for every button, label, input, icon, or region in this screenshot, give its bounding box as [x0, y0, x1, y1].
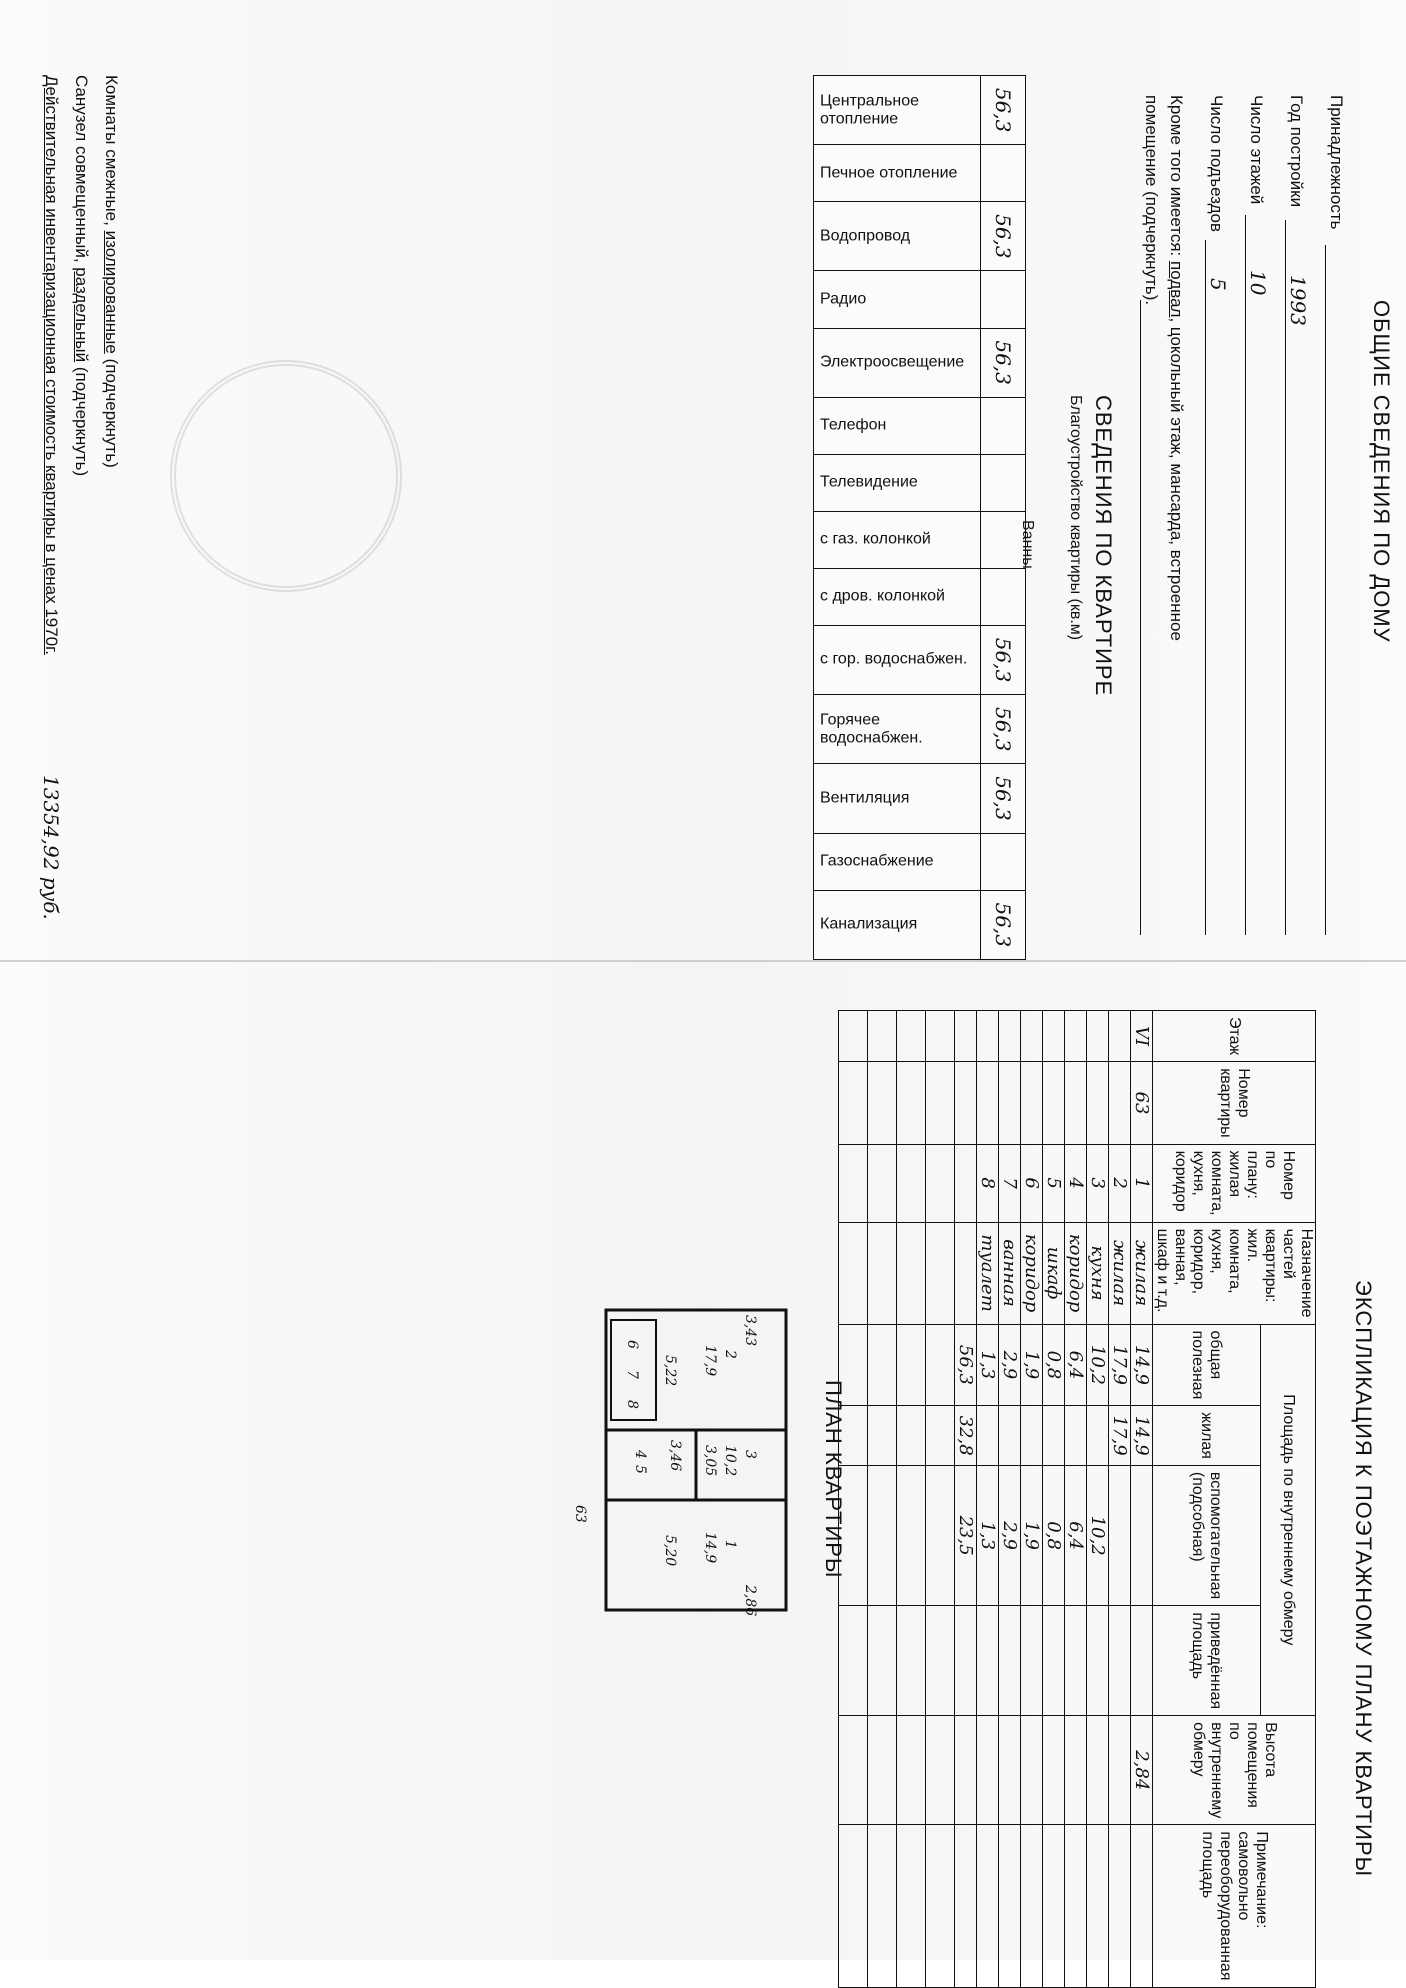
cell-aux: 23,5 — [955, 1465, 977, 1605]
room-6: 6 — [624, 1340, 640, 1349]
cell-purpose: кухня — [1087, 1222, 1109, 1324]
cell-aux: 1,9 — [1021, 1465, 1043, 1605]
cell-total: 10,2 — [1087, 1324, 1109, 1406]
hdr-total: общая полезная — [1153, 1324, 1261, 1406]
cell-living: 14,9 — [1131, 1406, 1153, 1466]
house-title: ОБЩИЕ СВЕДЕНИЯ ПО ДОМУ — [1369, 300, 1394, 643]
hdr-aux: вспомогательная (подсобная) — [1153, 1465, 1261, 1605]
rooms-line — [101, 75, 121, 468]
hdr-area-group: Площадь по внутреннему обмеру — [1260, 1324, 1315, 1716]
cell-total: 17,9 — [1109, 1324, 1131, 1406]
hdr-purpose: Назначение частей квартиры: жил. комната, кухня, коридор, ванная, шкаф и т.д. — [1153, 1222, 1316, 1324]
bottom-sheet — [0, 960, 1406, 1981]
cell-height: 2,84 — [1131, 1716, 1153, 1825]
room-2-no: 2 — [722, 1350, 738, 1359]
room-3-no: 3 — [742, 1450, 758, 1459]
room-5: 5 — [632, 1465, 648, 1474]
cell-no: 6 — [1021, 1144, 1043, 1222]
amen-label: Вентиляция — [814, 764, 981, 833]
cell-total: 0,8 — [1043, 1324, 1065, 1406]
room-8: 8 — [624, 1400, 640, 1409]
room-3-w: 3,05 — [702, 1445, 718, 1477]
amen-value: 56,3 — [981, 202, 1026, 271]
amenities-sheet — [0, 0, 1406, 960]
field-value-floors: 10 — [1246, 270, 1270, 296]
hdr-plan-no: Номер по плану: жилая комната, кухня, коридор — [1153, 1144, 1316, 1222]
cell-no: 2 — [1109, 1144, 1131, 1222]
floor-plan — [546, 1300, 806, 1660]
cost-value: 13354,92 руб. — [39, 775, 63, 920]
cell-no: 5 — [1043, 1144, 1065, 1222]
room-2-w: 5,22 — [662, 1355, 678, 1387]
hdr-living: жилая — [1153, 1406, 1261, 1466]
field-label-floors: Число этажей — [1247, 95, 1266, 205]
cell-aux — [1131, 1465, 1153, 1605]
room-2-h: 3,43 — [742, 1315, 758, 1347]
amen-value: 56,3 — [981, 328, 1026, 397]
bath-post: (подчеркнуть) — [72, 366, 91, 477]
explication-title: ЭКСПЛИКАЦИЯ К ПОЭТАЖНОМУ ПЛАНУ КВАРТИРЫ — [1351, 1280, 1376, 1878]
cell-aux: 6,4 — [1065, 1465, 1087, 1605]
bath-pre: Санузел совмещенный, — [72, 75, 91, 263]
amen-label: Канализация — [814, 890, 981, 959]
ex-row — [999, 1011, 1021, 1988]
ex-header-row — [1260, 1011, 1315, 1988]
amen-value — [981, 145, 1026, 202]
amen-label: Телевидение — [814, 454, 981, 511]
amen-value — [981, 833, 1026, 890]
ex-row — [1065, 1011, 1087, 1988]
cell-total: 1,3 — [977, 1324, 999, 1406]
field-label-entrances: Число подъездов — [1207, 95, 1226, 232]
cell-purpose: туалет — [977, 1222, 999, 1324]
amen-label: Телефон — [814, 397, 981, 454]
cell-purpose: жилая — [1109, 1222, 1131, 1324]
room-2-area: 17,9 — [702, 1345, 718, 1377]
cell-aux: 2,9 — [999, 1465, 1021, 1605]
amen-value — [981, 271, 1026, 328]
cell-no: 7 — [999, 1144, 1021, 1222]
room-1-area: 14,9 — [702, 1532, 718, 1564]
amen-label: Горячее водоснабжен. — [814, 695, 981, 764]
amen-value — [981, 454, 1026, 511]
hdr-floor: Этаж — [1153, 1011, 1316, 1062]
hdr-reduced: приведённая площадь — [1153, 1606, 1261, 1716]
cell-purpose: жилая — [1131, 1222, 1153, 1324]
amen-value — [981, 568, 1026, 625]
apartment-info-title: СВЕДЕНИЯ ПО КВАРТИРЕ — [1091, 395, 1116, 697]
rooms-pre: Комнаты смежные, — [102, 75, 121, 226]
cell-total: 56,3 — [955, 1324, 977, 1406]
ex-row — [1043, 1011, 1065, 1988]
room-3-area: 10,2 — [722, 1445, 738, 1477]
cell-purpose: коридор — [1021, 1222, 1043, 1324]
amen-value: 56,3 — [981, 890, 1026, 959]
cell-no: 8 — [977, 1144, 999, 1222]
ex-row — [1131, 1011, 1153, 1988]
ex-row — [1109, 1011, 1131, 1988]
ex-row — [1021, 1011, 1043, 1988]
cell-total: 6,4 — [1065, 1324, 1087, 1406]
cell-purpose: шкаф — [1043, 1222, 1065, 1324]
amen-label: с дров. колонкой — [814, 568, 981, 625]
amen-label: Электроосвещение — [814, 328, 981, 397]
cell-total: 14,9 — [1131, 1324, 1153, 1406]
amen-label: с газ. колонкой — [814, 511, 981, 568]
amen-value: 56,3 — [981, 764, 1026, 833]
cell-purpose: коридор — [1065, 1222, 1087, 1324]
cell-aux: 10,2 — [1087, 1465, 1109, 1605]
room-1-w: 5,20 — [662, 1535, 678, 1567]
plan-apt-label: 63 — [572, 1505, 588, 1523]
room-7: 7 — [624, 1370, 640, 1379]
cell-total: 1,9 — [1021, 1324, 1043, 1406]
amen-label: с гор. водоснабжен. — [814, 625, 981, 694]
room-4: 4 — [632, 1450, 648, 1459]
ex-row — [1087, 1011, 1109, 1988]
room-1-h: 2,86 — [742, 1585, 758, 1617]
amen-label: Печное отопление — [814, 145, 981, 202]
ex-row — [977, 1011, 999, 1988]
ex-total-row — [955, 1011, 977, 1988]
hdr-note: Примечание: самовольно переоборудованная площадь — [1153, 1825, 1316, 1987]
amen-value: 56,3 — [981, 695, 1026, 764]
cell-apt: 63 — [1131, 1062, 1153, 1144]
rooms-post: (подчеркнуть) — [102, 358, 121, 468]
amenities-subtitle: Благоустройство квартиры (кв.м) — [1067, 395, 1084, 641]
hdr-apt: Номер квартиры — [1153, 1062, 1316, 1144]
extra-line2: помещение (подчеркнуть). — [1142, 95, 1161, 306]
cell-living: 17,9 — [1109, 1406, 1131, 1466]
cost-label: Действительная инвентаризационная стоимость квартиры в ценах 1970г. — [42, 75, 61, 656]
rooms-underlined: изолированные — [102, 230, 121, 354]
field-label-year: Год постройки — [1287, 95, 1306, 208]
amen-headers — [981, 76, 1026, 960]
amen-value: 56,3 — [981, 76, 1026, 145]
room-1-no: 1 — [722, 1540, 738, 1549]
amen-labels — [814, 76, 981, 960]
field-value-entrances: 5 — [1206, 278, 1230, 291]
bath-line — [71, 75, 91, 476]
amen-label: Водопровод — [814, 202, 981, 271]
field-label-ownership: Принадлежность — [1327, 95, 1346, 230]
field-value-year: 1993 — [1286, 275, 1310, 326]
cell-living: 32,8 — [955, 1406, 977, 1466]
amen-label: Центральное отопление — [814, 76, 981, 145]
amen-value — [981, 397, 1026, 454]
extra-underlined: подвал — [1167, 261, 1186, 318]
cell-total: 2,9 — [999, 1324, 1021, 1406]
amen-label: Радио — [814, 271, 981, 328]
cell-floor: VI — [1131, 1011, 1153, 1062]
cell-no: 1 — [1131, 1144, 1153, 1222]
extra-rest: , цокольный этаж, мансарда, встроенное — [1167, 317, 1186, 641]
amen-label: Газоснабжение — [814, 833, 981, 890]
hdr-height: Высота помещения по внутреннему обмеру — [1153, 1716, 1316, 1825]
baths-label: Ванны — [1019, 520, 1036, 569]
amen-value: 56,3 — [981, 625, 1026, 694]
explication-table — [838, 1010, 1316, 1988]
room-3-h: 3,46 — [667, 1440, 683, 1472]
cell-no: 4 — [1065, 1144, 1087, 1222]
plan-title: ПЛАН КВАРТИРЫ — [821, 1380, 846, 1579]
cell-aux: 0,8 — [1043, 1465, 1065, 1605]
extra-prefix: Кроме того имеется: — [1167, 95, 1186, 257]
cell-purpose: ванная — [999, 1222, 1021, 1324]
amenities-table-main — [813, 75, 1026, 960]
bath-underlined: раздельный — [72, 267, 91, 363]
cell-aux: 1,3 — [977, 1465, 999, 1605]
cell-no: 3 — [1087, 1144, 1109, 1222]
